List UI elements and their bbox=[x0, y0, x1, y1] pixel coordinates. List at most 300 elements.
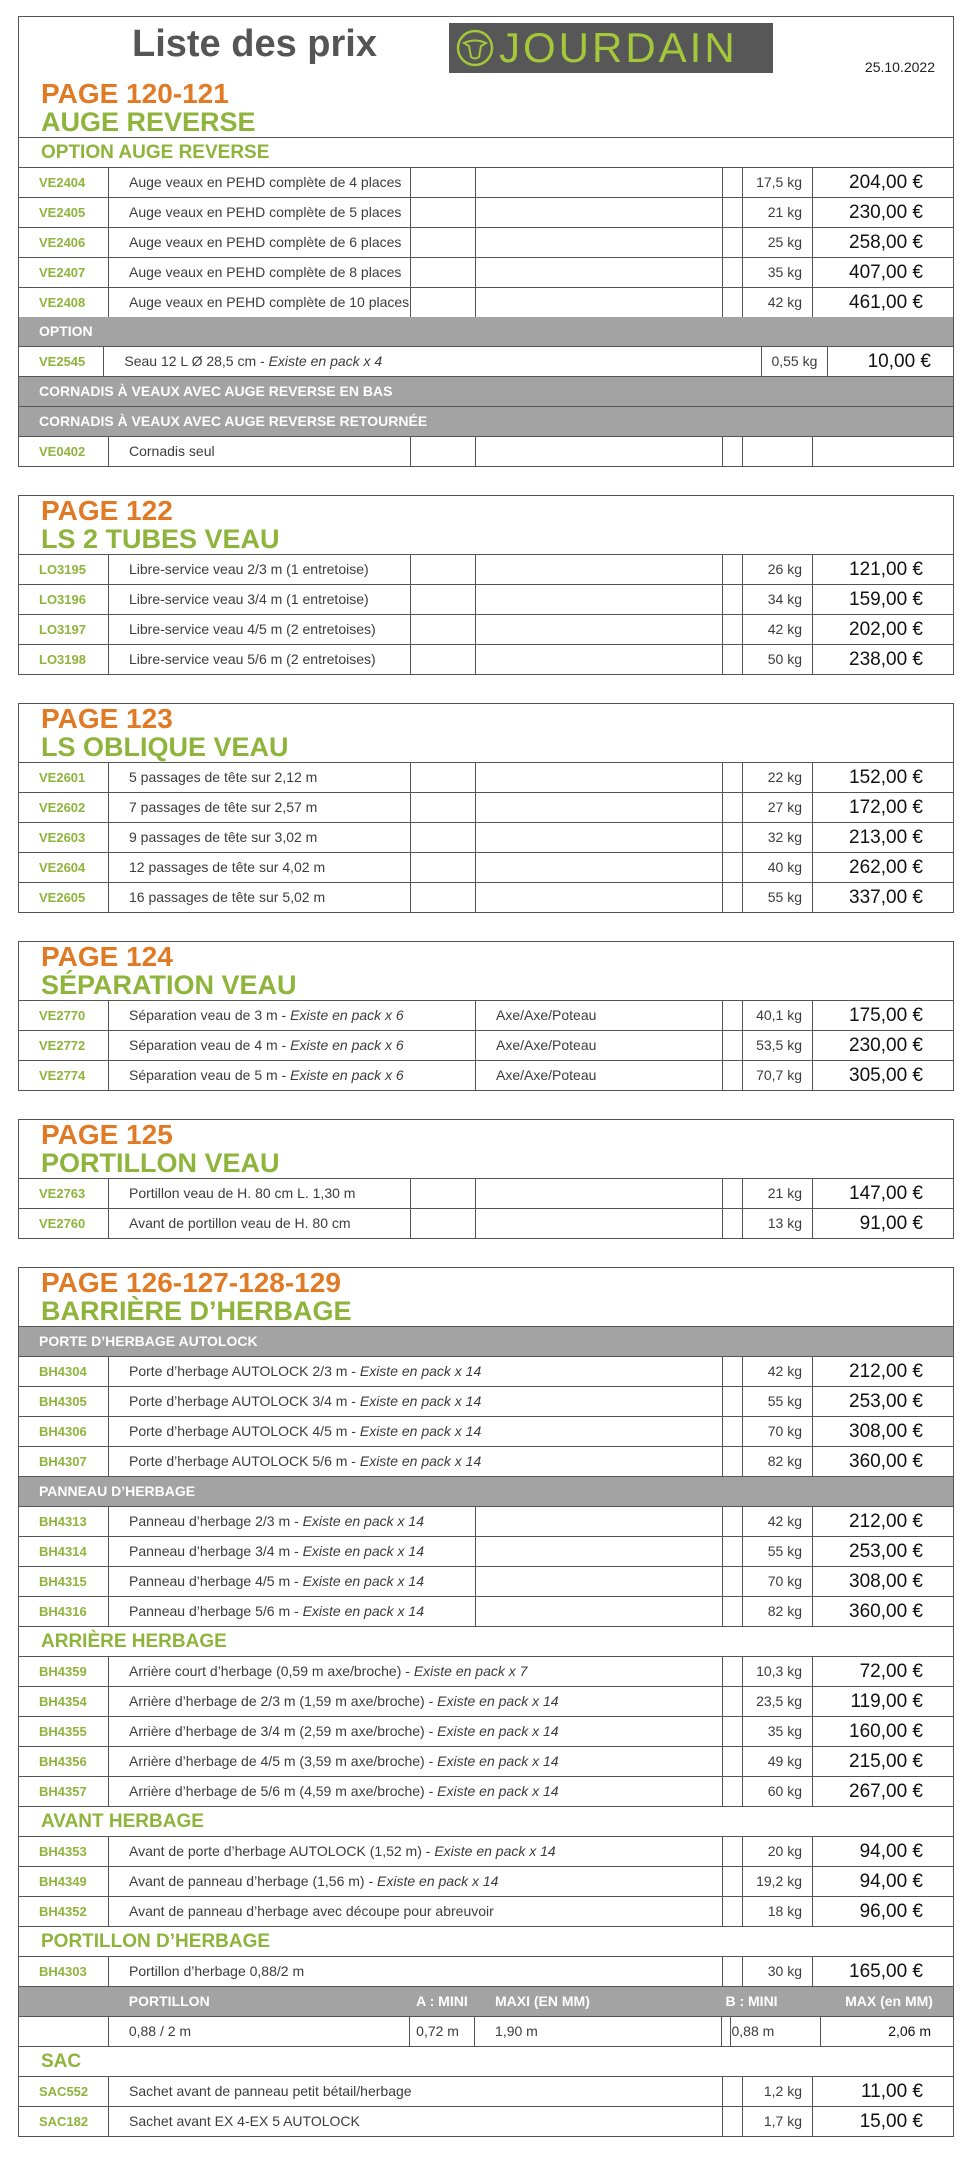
items-auge-reverse bbox=[19, 168, 953, 317]
item-description: Portillon d’herbage 0,88/2 m bbox=[109, 1957, 723, 1986]
item-description: Libre-service veau 5/6 m (2 entretoises) bbox=[109, 645, 411, 674]
item-description-text: Avant de panneau d’herbage (1,56 m) - bbox=[129, 1873, 378, 1889]
pack-note: Existe en pack x 6 bbox=[290, 1037, 404, 1053]
empty-cell bbox=[723, 1447, 743, 1476]
item-mounting: Axe/Axe/Poteau bbox=[476, 1031, 723, 1060]
item-description bbox=[109, 1387, 723, 1416]
empty-cell bbox=[723, 853, 743, 882]
dims-value-portillon: 0,88 / 2 m bbox=[109, 2017, 410, 2046]
item-ref: BH4307 bbox=[19, 1447, 109, 1476]
empty-cell bbox=[723, 1747, 743, 1776]
item-weight: 70,7 kg bbox=[743, 1061, 813, 1090]
item-ref: BH4352 bbox=[19, 1897, 109, 1926]
subheading-cornadis-retournee: CORNADIS À VEAUX AVEC AUGE REVERSE RETOURNÉE bbox=[19, 407, 953, 437]
item-description-text: Arrière d’herbage de 5/6 m (4,59 m axe/broche) - bbox=[129, 1783, 438, 1799]
empty-cell bbox=[723, 1777, 743, 1806]
item-price: 147,00 € bbox=[849, 1183, 923, 1204]
item-description: Cornadis seul bbox=[109, 437, 411, 466]
table-row bbox=[19, 555, 953, 585]
table-row bbox=[19, 437, 953, 466]
item-description: Portillon veau de H. 80 cm L. 1,30 m bbox=[109, 1179, 411, 1208]
item-ref: BH4316 bbox=[19, 1597, 109, 1626]
item-ref: VE2763 bbox=[19, 1179, 109, 1208]
item-price bbox=[813, 437, 945, 466]
item-ref: VE2545 bbox=[19, 347, 104, 376]
item-weight: 82 kg bbox=[743, 1447, 813, 1476]
item-description: Libre-service veau 4/5 m (2 entretoises) bbox=[109, 615, 411, 644]
pack-note: Existe en pack x 14 bbox=[437, 1693, 559, 1709]
item-ref: VE2605 bbox=[19, 883, 109, 912]
section-portillon-veau bbox=[18, 1119, 954, 1239]
item-price: 204,00 € bbox=[849, 172, 923, 193]
item-price: 212,00 € bbox=[849, 1511, 923, 1532]
subheading-arriere-herbage: ARRIÈRE HERBAGE bbox=[19, 1627, 953, 1657]
item-description-text: Porte d’herbage AUTOLOCK 5/6 m - bbox=[129, 1453, 360, 1469]
item-ref: SAC552 bbox=[19, 2077, 109, 2106]
empty-cell bbox=[723, 437, 743, 466]
table-row bbox=[19, 288, 953, 317]
item-weight: 10,3 kg bbox=[743, 1657, 813, 1686]
item-description: Auge veaux en PEHD complète de 8 places bbox=[109, 258, 411, 287]
item-ref: BH4356 bbox=[19, 1747, 109, 1776]
item-price: 461,00 € bbox=[849, 292, 923, 313]
item-ref: VE2770 bbox=[19, 1001, 109, 1030]
category-heading: AUGE REVERSE bbox=[19, 107, 953, 138]
table-row bbox=[19, 1837, 953, 1867]
empty-cell bbox=[723, 823, 743, 852]
item-ref: BH4314 bbox=[19, 1537, 109, 1566]
item-weight: 55 kg bbox=[743, 1387, 813, 1416]
item-description bbox=[109, 1031, 476, 1060]
category-heading: BARRIÈRE D’HERBAGE bbox=[19, 1296, 953, 1327]
empty-cell bbox=[723, 1507, 743, 1536]
item-ref: BH4315 bbox=[19, 1567, 109, 1596]
item-price: 258,00 € bbox=[849, 232, 923, 253]
item-weight: 1,2 kg bbox=[743, 2077, 813, 2106]
item-ref: BH4349 bbox=[19, 1867, 109, 1896]
empty-cell bbox=[411, 1179, 476, 1208]
empty-cell bbox=[723, 1417, 743, 1446]
item-weight: 70 kg bbox=[743, 1567, 813, 1596]
table-row bbox=[19, 2107, 953, 2136]
empty-cell bbox=[476, 437, 723, 466]
item-ref: VE0402 bbox=[19, 437, 109, 466]
item-price: 165,00 € bbox=[849, 1961, 923, 1982]
item-price: 230,00 € bbox=[849, 1035, 923, 1056]
dims-col-portillon: PORTILLON bbox=[128, 1993, 210, 2009]
table-row bbox=[19, 1507, 953, 1537]
table-row bbox=[19, 1597, 953, 1627]
table-row bbox=[19, 1567, 953, 1597]
item-description bbox=[109, 1507, 476, 1536]
item-weight: 35 kg bbox=[743, 1717, 813, 1746]
empty-cell bbox=[411, 228, 476, 257]
table-row bbox=[19, 883, 953, 912]
item-ref: VE2774 bbox=[19, 1061, 109, 1090]
dims-value-maxi: 1,90 m bbox=[475, 2017, 721, 2046]
pack-note: Existe en pack x 14 bbox=[359, 1363, 482, 1379]
item-ref: LO3195 bbox=[19, 555, 109, 584]
item-ref: VE2404 bbox=[19, 168, 109, 197]
pack-note: Existe en pack x 14 bbox=[359, 1453, 482, 1469]
empty-cell bbox=[723, 1957, 743, 1986]
empty-cell bbox=[411, 793, 476, 822]
item-description bbox=[109, 1867, 723, 1896]
item-ref: VE2603 bbox=[19, 823, 109, 852]
item-description-text: Séparation veau de 5 m - bbox=[129, 1067, 291, 1083]
item-weight bbox=[743, 437, 813, 466]
item-ref: BH4355 bbox=[19, 1717, 109, 1746]
table-row bbox=[19, 1179, 953, 1209]
item-price: 238,00 € bbox=[849, 649, 923, 670]
item-weight: 35 kg bbox=[743, 258, 813, 287]
pack-note: Existe en pack x 6 bbox=[290, 1067, 404, 1083]
item-description bbox=[109, 1717, 723, 1746]
item-ref: BH4313 bbox=[19, 1507, 109, 1536]
table-row bbox=[19, 1747, 953, 1777]
pack-note: Existe en pack x 14 bbox=[434, 1843, 556, 1859]
empty-cell bbox=[723, 1537, 743, 1566]
empty-cell bbox=[411, 168, 476, 197]
empty-cell bbox=[476, 168, 723, 197]
table-row bbox=[19, 198, 953, 228]
item-description-text: Porte d’herbage AUTOLOCK 2/3 m - bbox=[129, 1363, 360, 1379]
empty-cell bbox=[722, 2017, 732, 2046]
section-separation-veau bbox=[18, 941, 954, 1091]
item-description-text: Panneau d’herbage 3/4 m - bbox=[129, 1543, 303, 1559]
item-ref: BH4354 bbox=[19, 1687, 109, 1716]
item-price: 253,00 € bbox=[849, 1541, 923, 1562]
item-ref: VE2760 bbox=[19, 1209, 109, 1238]
item-price: 308,00 € bbox=[849, 1571, 923, 1592]
item-description: 9 passages de tête sur 3,02 m bbox=[109, 823, 411, 852]
item-ref: VE2405 bbox=[19, 198, 109, 227]
pack-note: Existe en pack x 4 bbox=[268, 353, 383, 369]
item-description bbox=[104, 347, 762, 376]
empty-cell bbox=[411, 288, 476, 317]
logo-wordmark: JOURDAIN bbox=[499, 24, 738, 71]
item-weight: 42 kg bbox=[743, 1507, 813, 1536]
item-price: 72,00 € bbox=[859, 1661, 923, 1682]
item-description bbox=[109, 1447, 723, 1476]
item-price: 11,00 € bbox=[861, 2081, 923, 2102]
pack-note: Existe en pack x 14 bbox=[359, 1423, 482, 1439]
item-mounting: Axe/Axe/Poteau bbox=[476, 1061, 723, 1090]
item-description-text: Porte d’herbage AUTOLOCK 3/4 m - bbox=[129, 1393, 360, 1409]
item-weight: 18 kg bbox=[743, 1897, 813, 1926]
empty-cell bbox=[723, 1867, 743, 1896]
empty-cell bbox=[411, 437, 476, 466]
item-description: Avant de portillon veau de H. 80 cm bbox=[109, 1209, 411, 1238]
table-row bbox=[19, 1957, 953, 1987]
item-description bbox=[109, 1897, 723, 1926]
item-description bbox=[109, 1687, 723, 1716]
item-description: 7 passages de tête sur 2,57 m bbox=[109, 793, 411, 822]
item-ref: LO3197 bbox=[19, 615, 109, 644]
item-weight: 20 kg bbox=[743, 1837, 813, 1866]
table-row bbox=[19, 793, 953, 823]
empty-cell bbox=[723, 198, 743, 227]
item-weight: 32 kg bbox=[743, 823, 813, 852]
item-ref: LO3198 bbox=[19, 645, 109, 674]
item-price: 94,00 € bbox=[859, 1841, 923, 1862]
subheading-option: OPTION bbox=[19, 317, 953, 347]
section-ls-oblique-veau bbox=[18, 703, 954, 913]
empty-cell bbox=[411, 198, 476, 227]
document-date: 25.10.2022 bbox=[864, 59, 935, 75]
empty-cell bbox=[411, 645, 476, 674]
empty-cell bbox=[411, 615, 476, 644]
item-description bbox=[109, 1747, 723, 1776]
item-price: 212,00 € bbox=[849, 1361, 923, 1382]
empty-cell bbox=[411, 555, 476, 584]
item-price: 10,00 € bbox=[867, 351, 931, 372]
item-description-text: Avant de panneau d’herbage avec découpe pour abreuvoir bbox=[129, 1903, 494, 1919]
item-description bbox=[109, 1061, 476, 1090]
empty-cell bbox=[476, 1597, 723, 1626]
item-description-text: Porte d’herbage AUTOLOCK 4/5 m - bbox=[129, 1423, 360, 1439]
item-price: 94,00 € bbox=[859, 1871, 923, 1892]
item-price: 262,00 € bbox=[849, 857, 923, 878]
empty-cell bbox=[476, 198, 723, 227]
item-price: 91,00 € bbox=[859, 1213, 923, 1234]
item-ref: VE2772 bbox=[19, 1031, 109, 1060]
item-ref: VE2602 bbox=[19, 793, 109, 822]
table-row bbox=[19, 347, 953, 377]
pack-note: Existe en pack x 14 bbox=[377, 1873, 499, 1889]
item-description: Libre-service veau 3/4 m (1 entretoise) bbox=[109, 585, 411, 614]
empty-cell bbox=[476, 1507, 723, 1536]
item-weight: 25 kg bbox=[743, 228, 813, 257]
item-weight: 70 kg bbox=[743, 1417, 813, 1446]
item-ref: VE2601 bbox=[19, 763, 109, 792]
section-ls-2-tubes-veau bbox=[18, 495, 954, 675]
page-heading: PAGE 123 bbox=[41, 703, 173, 734]
table-row bbox=[19, 1417, 953, 1447]
page-heading: PAGE 122 bbox=[41, 495, 173, 526]
empty-cell bbox=[411, 763, 476, 792]
item-price: 230,00 € bbox=[849, 202, 923, 223]
empty-cell bbox=[723, 1657, 743, 1686]
empty-cell bbox=[723, 793, 743, 822]
item-price: 308,00 € bbox=[849, 1421, 923, 1442]
item-ref: BH4359 bbox=[19, 1657, 109, 1686]
item-ref: BH4303 bbox=[19, 1957, 109, 1986]
item-weight: 82 kg bbox=[743, 1597, 813, 1626]
empty-cell bbox=[476, 258, 723, 287]
item-price: 160,00 € bbox=[849, 1721, 923, 1742]
subheading-portillon-herbage: PORTILLON D’HERBAGE bbox=[19, 1927, 953, 1957]
item-price: 407,00 € bbox=[849, 262, 923, 283]
table-row bbox=[19, 645, 953, 674]
page-heading: PAGE 120-121 bbox=[41, 78, 229, 109]
item-description: 16 passages de tête sur 5,02 m bbox=[109, 883, 411, 912]
table-row bbox=[19, 1447, 953, 1477]
empty-cell bbox=[19, 1987, 109, 2016]
item-price: 360,00 € bbox=[849, 1451, 923, 1472]
item-ref: VE2604 bbox=[19, 853, 109, 882]
item-ref: BH4353 bbox=[19, 1837, 109, 1866]
dims-value-max: 2,06 m bbox=[888, 2023, 931, 2039]
page-heading: PAGE 125 bbox=[41, 1119, 173, 1150]
empty-cell bbox=[411, 1209, 476, 1238]
pack-note: Existe en pack x 14 bbox=[437, 1783, 559, 1799]
empty-cell bbox=[723, 258, 743, 287]
item-price: 96,00 € bbox=[859, 1901, 923, 1922]
document-title: Liste des prix bbox=[132, 23, 377, 65]
pack-note: Existe en pack x 14 bbox=[302, 1603, 424, 1619]
section-auge-reverse bbox=[18, 79, 954, 467]
table-row bbox=[19, 1061, 953, 1090]
item-price: 159,00 € bbox=[849, 589, 923, 610]
item-price: 121,00 € bbox=[849, 559, 923, 580]
table-row bbox=[19, 1031, 953, 1061]
empty-cell bbox=[476, 853, 723, 882]
item-description-text: Arrière d’herbage de 4/5 m (3,59 m axe/broche) - bbox=[129, 1753, 438, 1769]
empty-cell bbox=[723, 228, 743, 257]
item-weight: 22 kg bbox=[743, 763, 813, 792]
item-price: 175,00 € bbox=[849, 1005, 923, 1026]
item-weight: 30 kg bbox=[743, 1957, 813, 1986]
table-row bbox=[19, 1867, 953, 1897]
item-description bbox=[109, 1417, 723, 1446]
subheading-option-auge-reverse: OPTION AUGE REVERSE bbox=[19, 138, 953, 168]
item-description: 12 passages de tête sur 4,02 m bbox=[109, 853, 411, 882]
item-description-text: Arrière d’herbage de 2/3 m (1,59 m axe/broche) - bbox=[129, 1693, 438, 1709]
empty-cell bbox=[476, 793, 723, 822]
item-weight: 21 kg bbox=[743, 1179, 813, 1208]
empty-cell bbox=[723, 585, 743, 614]
dims-col-maxi: MAXI (EN MM) bbox=[495, 1993, 590, 2009]
table-row bbox=[19, 258, 953, 288]
document-header bbox=[18, 16, 954, 79]
item-ref: VE2406 bbox=[19, 228, 109, 257]
empty-cell bbox=[476, 585, 723, 614]
item-description-text: Panneau d’herbage 4/5 m - bbox=[129, 1573, 303, 1589]
item-description-text: Arrière d’herbage de 3/4 m (2,59 m axe/broche) - bbox=[129, 1723, 438, 1739]
item-description: Sachet avant EX 4-EX 5 AUTOLOCK bbox=[109, 2107, 723, 2136]
item-weight: 13 kg bbox=[743, 1209, 813, 1238]
subheading-porte-herbage: PORTE D’HERBAGE AUTOLOCK bbox=[19, 1327, 953, 1357]
item-description-text: Panneau d’herbage 5/6 m - bbox=[129, 1603, 303, 1619]
item-ref: VE2407 bbox=[19, 258, 109, 287]
dims-col-max: MAX (en MM) bbox=[845, 1993, 933, 2009]
item-description-text: Avant de porte d’herbage AUTOLOCK (1,52 m) - bbox=[129, 1843, 435, 1859]
pack-note: Existe en pack x 14 bbox=[302, 1513, 424, 1529]
pack-note: Existe en pack x 14 bbox=[437, 1753, 559, 1769]
subheading-panneau-herbage: PANNEAU D’HERBAGE bbox=[19, 1477, 953, 1507]
jourdain-logo bbox=[449, 23, 773, 73]
item-mounting: Axe/Axe/Poteau bbox=[476, 1001, 723, 1030]
item-weight: 17,5 kg bbox=[743, 168, 813, 197]
item-ref: SAC182 bbox=[19, 2107, 109, 2136]
table-row bbox=[19, 168, 953, 198]
item-description: Auge veaux en PEHD complète de 6 places bbox=[109, 228, 411, 257]
item-description bbox=[109, 1001, 476, 1030]
empty-cell bbox=[723, 1837, 743, 1866]
item-weight: 19,2 kg bbox=[743, 1867, 813, 1896]
empty-cell bbox=[723, 1061, 743, 1090]
item-price: 360,00 € bbox=[849, 1601, 923, 1622]
dims-col-b-mini: B : MINI bbox=[725, 1993, 778, 2009]
table-row bbox=[19, 1209, 953, 1238]
empty-cell bbox=[723, 1001, 743, 1030]
empty-cell bbox=[723, 645, 743, 674]
item-description: Auge veaux en PEHD complète de 10 places bbox=[109, 288, 411, 317]
table-row bbox=[19, 1777, 953, 1807]
empty-cell bbox=[476, 228, 723, 257]
empty-cell bbox=[723, 1597, 743, 1626]
empty-cell bbox=[411, 883, 476, 912]
item-description bbox=[109, 1837, 723, 1866]
empty-cell bbox=[476, 1537, 723, 1566]
pack-note: Existe en pack x 14 bbox=[302, 1543, 424, 1559]
empty-cell bbox=[476, 763, 723, 792]
empty-cell bbox=[723, 1179, 743, 1208]
table-row bbox=[19, 1387, 953, 1417]
item-description bbox=[109, 1357, 723, 1386]
item-price: 15,00 € bbox=[859, 2111, 923, 2132]
table-row bbox=[19, 2077, 953, 2107]
empty-cell bbox=[723, 288, 743, 317]
dims-col-a-mini: A : MINI bbox=[416, 1993, 468, 2009]
empty-cell bbox=[723, 2077, 743, 2106]
empty-cell bbox=[476, 1567, 723, 1596]
empty-cell bbox=[723, 1897, 743, 1926]
empty-cell bbox=[723, 1387, 743, 1416]
item-weight: 60 kg bbox=[743, 1777, 813, 1806]
item-description bbox=[109, 1567, 476, 1596]
dims-value-a-mini: 0,72 m bbox=[410, 2017, 475, 2046]
item-weight: 27 kg bbox=[743, 793, 813, 822]
item-weight: 1,7 kg bbox=[743, 2107, 813, 2136]
page-heading: PAGE 126-127-128-129 bbox=[41, 1267, 341, 1298]
section-barriere-herbage bbox=[18, 1267, 954, 2137]
item-weight: 55 kg bbox=[743, 883, 813, 912]
table-row bbox=[19, 1357, 953, 1387]
empty-cell bbox=[723, 615, 743, 644]
table-row bbox=[19, 228, 953, 258]
item-ref: BH4357 bbox=[19, 1777, 109, 1806]
empty-cell bbox=[476, 645, 723, 674]
empty-cell bbox=[723, 1357, 743, 1386]
item-weight: 23,5 kg bbox=[743, 1687, 813, 1716]
item-price: 337,00 € bbox=[849, 887, 923, 908]
item-weight: 42 kg bbox=[743, 615, 813, 644]
item-weight: 40 kg bbox=[743, 853, 813, 882]
item-description-text: Arrière court d’herbage (0,59 m axe/broche) - bbox=[129, 1663, 414, 1679]
pack-note: Existe en pack x 14 bbox=[359, 1393, 482, 1409]
empty-cell bbox=[723, 1687, 743, 1716]
pack-note: Existe en pack x 14 bbox=[302, 1573, 424, 1589]
table-row bbox=[19, 763, 953, 793]
item-weight: 34 kg bbox=[743, 585, 813, 614]
empty-cell bbox=[723, 168, 743, 197]
item-description-text: Séparation veau de 4 m - bbox=[129, 1037, 291, 1053]
table-row bbox=[19, 1657, 953, 1687]
category-heading: LS 2 TUBES VEAU bbox=[19, 524, 953, 555]
item-price: 172,00 € bbox=[849, 797, 923, 818]
empty-cell bbox=[723, 1717, 743, 1746]
item-ref: LO3196 bbox=[19, 585, 109, 614]
table-row bbox=[19, 1717, 953, 1747]
item-weight: 21 kg bbox=[743, 198, 813, 227]
item-ref: BH4304 bbox=[19, 1357, 109, 1386]
item-ref: VE2408 bbox=[19, 288, 109, 317]
item-weight: 42 kg bbox=[743, 288, 813, 317]
item-description-text: Seau 12 L Ø 28,5 cm - bbox=[124, 353, 269, 369]
empty-cell bbox=[723, 2107, 743, 2136]
